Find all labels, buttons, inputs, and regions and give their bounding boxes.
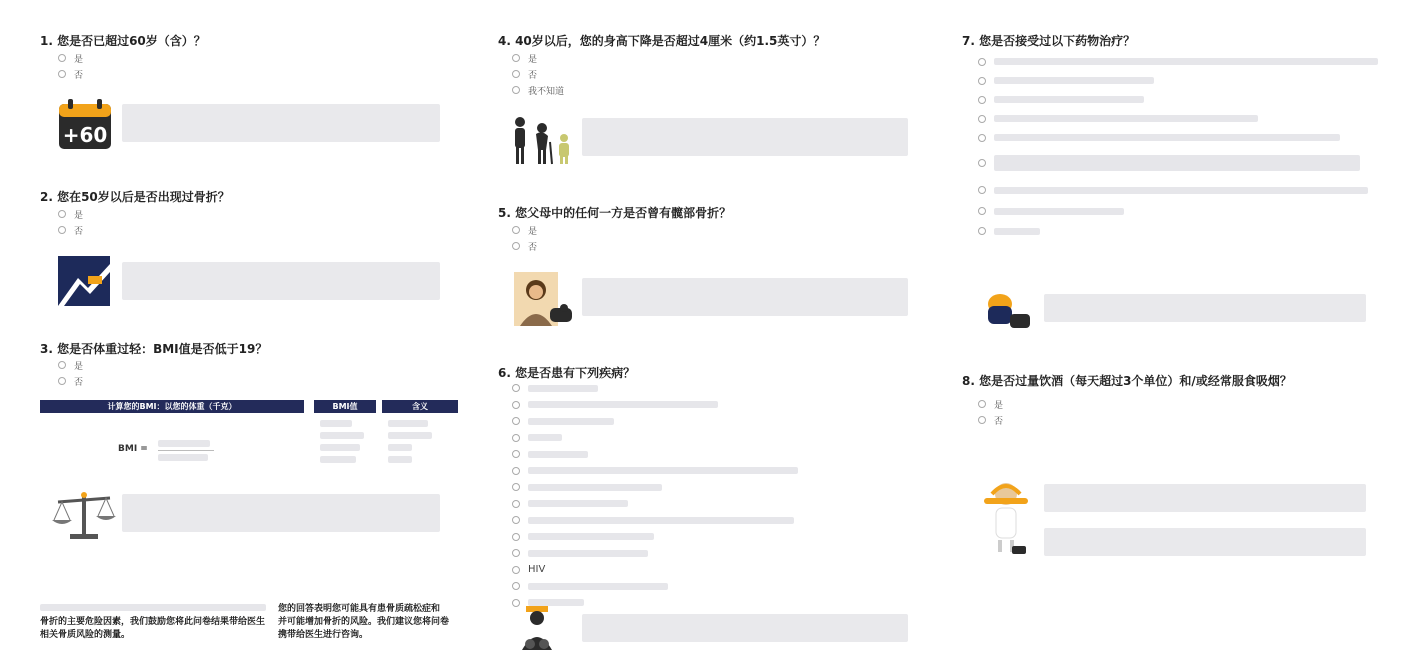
radio-icon[interactable] — [58, 226, 66, 234]
badge-60-text: +60 — [62, 123, 108, 147]
meaning-col-header: 含义 — [382, 400, 458, 413]
scale-icon — [52, 490, 116, 540]
bmi-value-row — [320, 420, 352, 427]
bmi-table-header: 计算您的BMI：以您的体重（千克） — [40, 400, 304, 413]
calendar-60-icon — [58, 98, 112, 150]
q6-option[interactable] — [512, 397, 798, 414]
q4-option-unknown[interactable]: 我不知道 — [512, 82, 564, 98]
radio-icon[interactable] — [512, 86, 520, 94]
checkbox-icon[interactable] — [512, 483, 520, 491]
q2-options — [58, 206, 83, 238]
q7-option[interactable] — [978, 128, 1378, 147]
q5-options — [512, 222, 537, 254]
checkbox-icon[interactable] — [512, 500, 520, 508]
q6-options — [512, 380, 798, 611]
q8-option-no[interactable]: 否 — [978, 412, 1003, 428]
q5-title: 5. 您父母中的任何一方是否曾有髋部骨折？ — [498, 206, 732, 220]
q5-note — [582, 278, 908, 316]
radio-icon[interactable] — [58, 377, 66, 385]
bmi-formula-fraction — [158, 440, 210, 447]
q6-option-hiv[interactable]: HIV — [512, 562, 798, 579]
bmi-value-row — [320, 432, 364, 439]
q4-note — [582, 118, 908, 156]
result-text-right — [278, 603, 458, 642]
q6-option[interactable] — [512, 413, 798, 430]
q7-option[interactable] — [978, 109, 1378, 128]
q8-options — [978, 396, 1003, 428]
q7-option[interactable] — [978, 179, 1378, 201]
result-line-3: 携带给医生进行咨询。 — [278, 630, 369, 640]
q2-note — [122, 262, 440, 300]
fracture-icon — [58, 256, 110, 306]
height-loss-icon — [512, 116, 576, 166]
q1-option-yes[interactable]: 是 — [58, 50, 83, 66]
checkbox-icon[interactable] — [512, 516, 520, 524]
result-text-left — [40, 616, 276, 642]
q2-option-yes[interactable]: 是 — [58, 206, 83, 222]
q2-option-no[interactable]: 否 — [58, 222, 83, 238]
q6-title: 6. 您是否患有下列疾病？ — [498, 366, 636, 380]
bmi-formula-denominator — [158, 454, 208, 461]
radio-icon[interactable] — [978, 400, 986, 408]
q6-option[interactable] — [512, 463, 798, 480]
q4-title: 4. 40岁以后，您的身高下降是否超过4厘米（约1.5英寸）？ — [498, 34, 826, 48]
radio-icon[interactable] — [512, 54, 520, 62]
checkbox-icon[interactable] — [512, 384, 520, 392]
q6-option[interactable] — [512, 545, 798, 562]
checkbox-icon[interactable] — [512, 417, 520, 425]
q8-note-1 — [1044, 484, 1366, 512]
checkbox-icon[interactable] — [978, 186, 986, 194]
result-line-1: 您的回答表明您可能具有患骨质疏松症和 — [278, 604, 441, 614]
meaning-row — [388, 420, 428, 427]
doctor-icon — [516, 606, 560, 650]
q8-note-2 — [1044, 528, 1366, 556]
q4-options — [512, 50, 564, 98]
radio-icon[interactable] — [58, 54, 66, 62]
meaning-row — [388, 456, 412, 463]
q1-note — [122, 104, 440, 142]
parent-icon — [514, 272, 574, 326]
q6-option[interactable] — [512, 578, 798, 595]
bmi-value-row — [320, 456, 356, 463]
checkbox-icon[interactable] — [978, 134, 986, 142]
q3-option-no[interactable]: 否 — [58, 373, 83, 389]
q7-option[interactable] — [978, 147, 1378, 179]
q7-option[interactable] — [978, 90, 1378, 109]
bottom-faint-line — [40, 604, 266, 611]
drinking-smoking-icon — [982, 480, 1030, 558]
medicine-icon — [982, 286, 1032, 330]
q7-option[interactable] — [978, 201, 1378, 221]
radio-icon[interactable] — [512, 242, 520, 250]
checkbox-icon[interactable] — [512, 582, 520, 590]
q4-option-yes[interactable]: 是 — [512, 50, 564, 66]
q8-option-yes[interactable]: 是 — [978, 396, 1003, 412]
meaning-row — [388, 432, 432, 439]
bmi-value-row — [320, 444, 360, 451]
result-line-2: 并可能增加骨折的风险。我们建议您将问卷 — [278, 617, 450, 627]
q6-option[interactable] — [512, 529, 798, 546]
q3-option-yes[interactable]: 是 — [58, 357, 83, 373]
checkbox-icon[interactable] — [512, 467, 520, 475]
q8-title: 8. 您是否过量饮酒（每天超过3个单位）和/或经常服食吸烟？ — [962, 374, 1292, 388]
q7-title: 7. 您是否接受过以下药物治疗？ — [962, 34, 1136, 48]
q6-note — [582, 614, 908, 642]
checkbox-icon[interactable] — [512, 566, 520, 574]
q3-options — [58, 357, 83, 389]
q1-options — [58, 50, 83, 82]
radio-icon[interactable] — [978, 416, 986, 424]
result-left-line-2: 相关骨质风险的测量。 — [40, 630, 131, 640]
radio-icon[interactable] — [58, 361, 66, 369]
q6-option[interactable] — [512, 479, 798, 496]
q6-option[interactable] — [512, 512, 798, 529]
q7-options — [978, 52, 1378, 241]
bmi-formula-line — [158, 450, 214, 451]
q6-option[interactable] — [512, 446, 798, 463]
q3-title: 3. 您是否体重过轻：BMI值是否低于19？ — [40, 342, 268, 356]
result-left-line-1: 骨折的主要危险因素，我们鼓励您将此问卷结果带给医生 — [40, 617, 266, 627]
q1-option-no[interactable]: 否 — [58, 66, 83, 82]
checkbox-icon[interactable] — [978, 159, 986, 167]
q1-title: 1. 您是否已超过60岁（含）？ — [40, 34, 206, 48]
bmi-col-header: BMI值 — [314, 400, 376, 413]
q6-option[interactable] — [512, 430, 798, 447]
q5-option-yes[interactable]: 是 — [512, 222, 537, 238]
checkbox-icon[interactable] — [512, 401, 520, 409]
q7-option[interactable] — [978, 71, 1378, 90]
checkbox-icon[interactable] — [512, 434, 520, 442]
q6-option[interactable] — [512, 380, 798, 397]
radio-icon[interactable] — [512, 70, 520, 78]
checkbox-icon[interactable] — [978, 115, 986, 123]
checkbox-icon[interactable] — [978, 96, 986, 104]
checkbox-icon[interactable] — [978, 77, 986, 85]
q3-note — [122, 494, 440, 532]
q5-option-no[interactable]: 否 — [512, 238, 537, 254]
checkbox-icon[interactable] — [978, 227, 986, 235]
checkbox-icon[interactable] — [978, 58, 986, 66]
meaning-row — [388, 444, 412, 451]
q7-note — [1044, 294, 1366, 322]
q4-option-no[interactable]: 否 — [512, 66, 564, 82]
q7-option[interactable] — [978, 52, 1378, 71]
checkbox-icon[interactable] — [512, 549, 520, 557]
checkbox-icon[interactable] — [512, 450, 520, 458]
checkbox-icon[interactable] — [512, 533, 520, 541]
q6-option[interactable] — [512, 496, 798, 513]
q7-option[interactable] — [978, 221, 1378, 241]
bmi-formula-label: BMI = — [118, 444, 148, 454]
q2-title: 2. 您在50岁以后是否出现过骨折？ — [40, 190, 230, 204]
radio-icon[interactable] — [58, 210, 66, 218]
radio-icon[interactable] — [512, 226, 520, 234]
checkbox-icon[interactable] — [978, 207, 986, 215]
radio-icon[interactable] — [58, 70, 66, 78]
